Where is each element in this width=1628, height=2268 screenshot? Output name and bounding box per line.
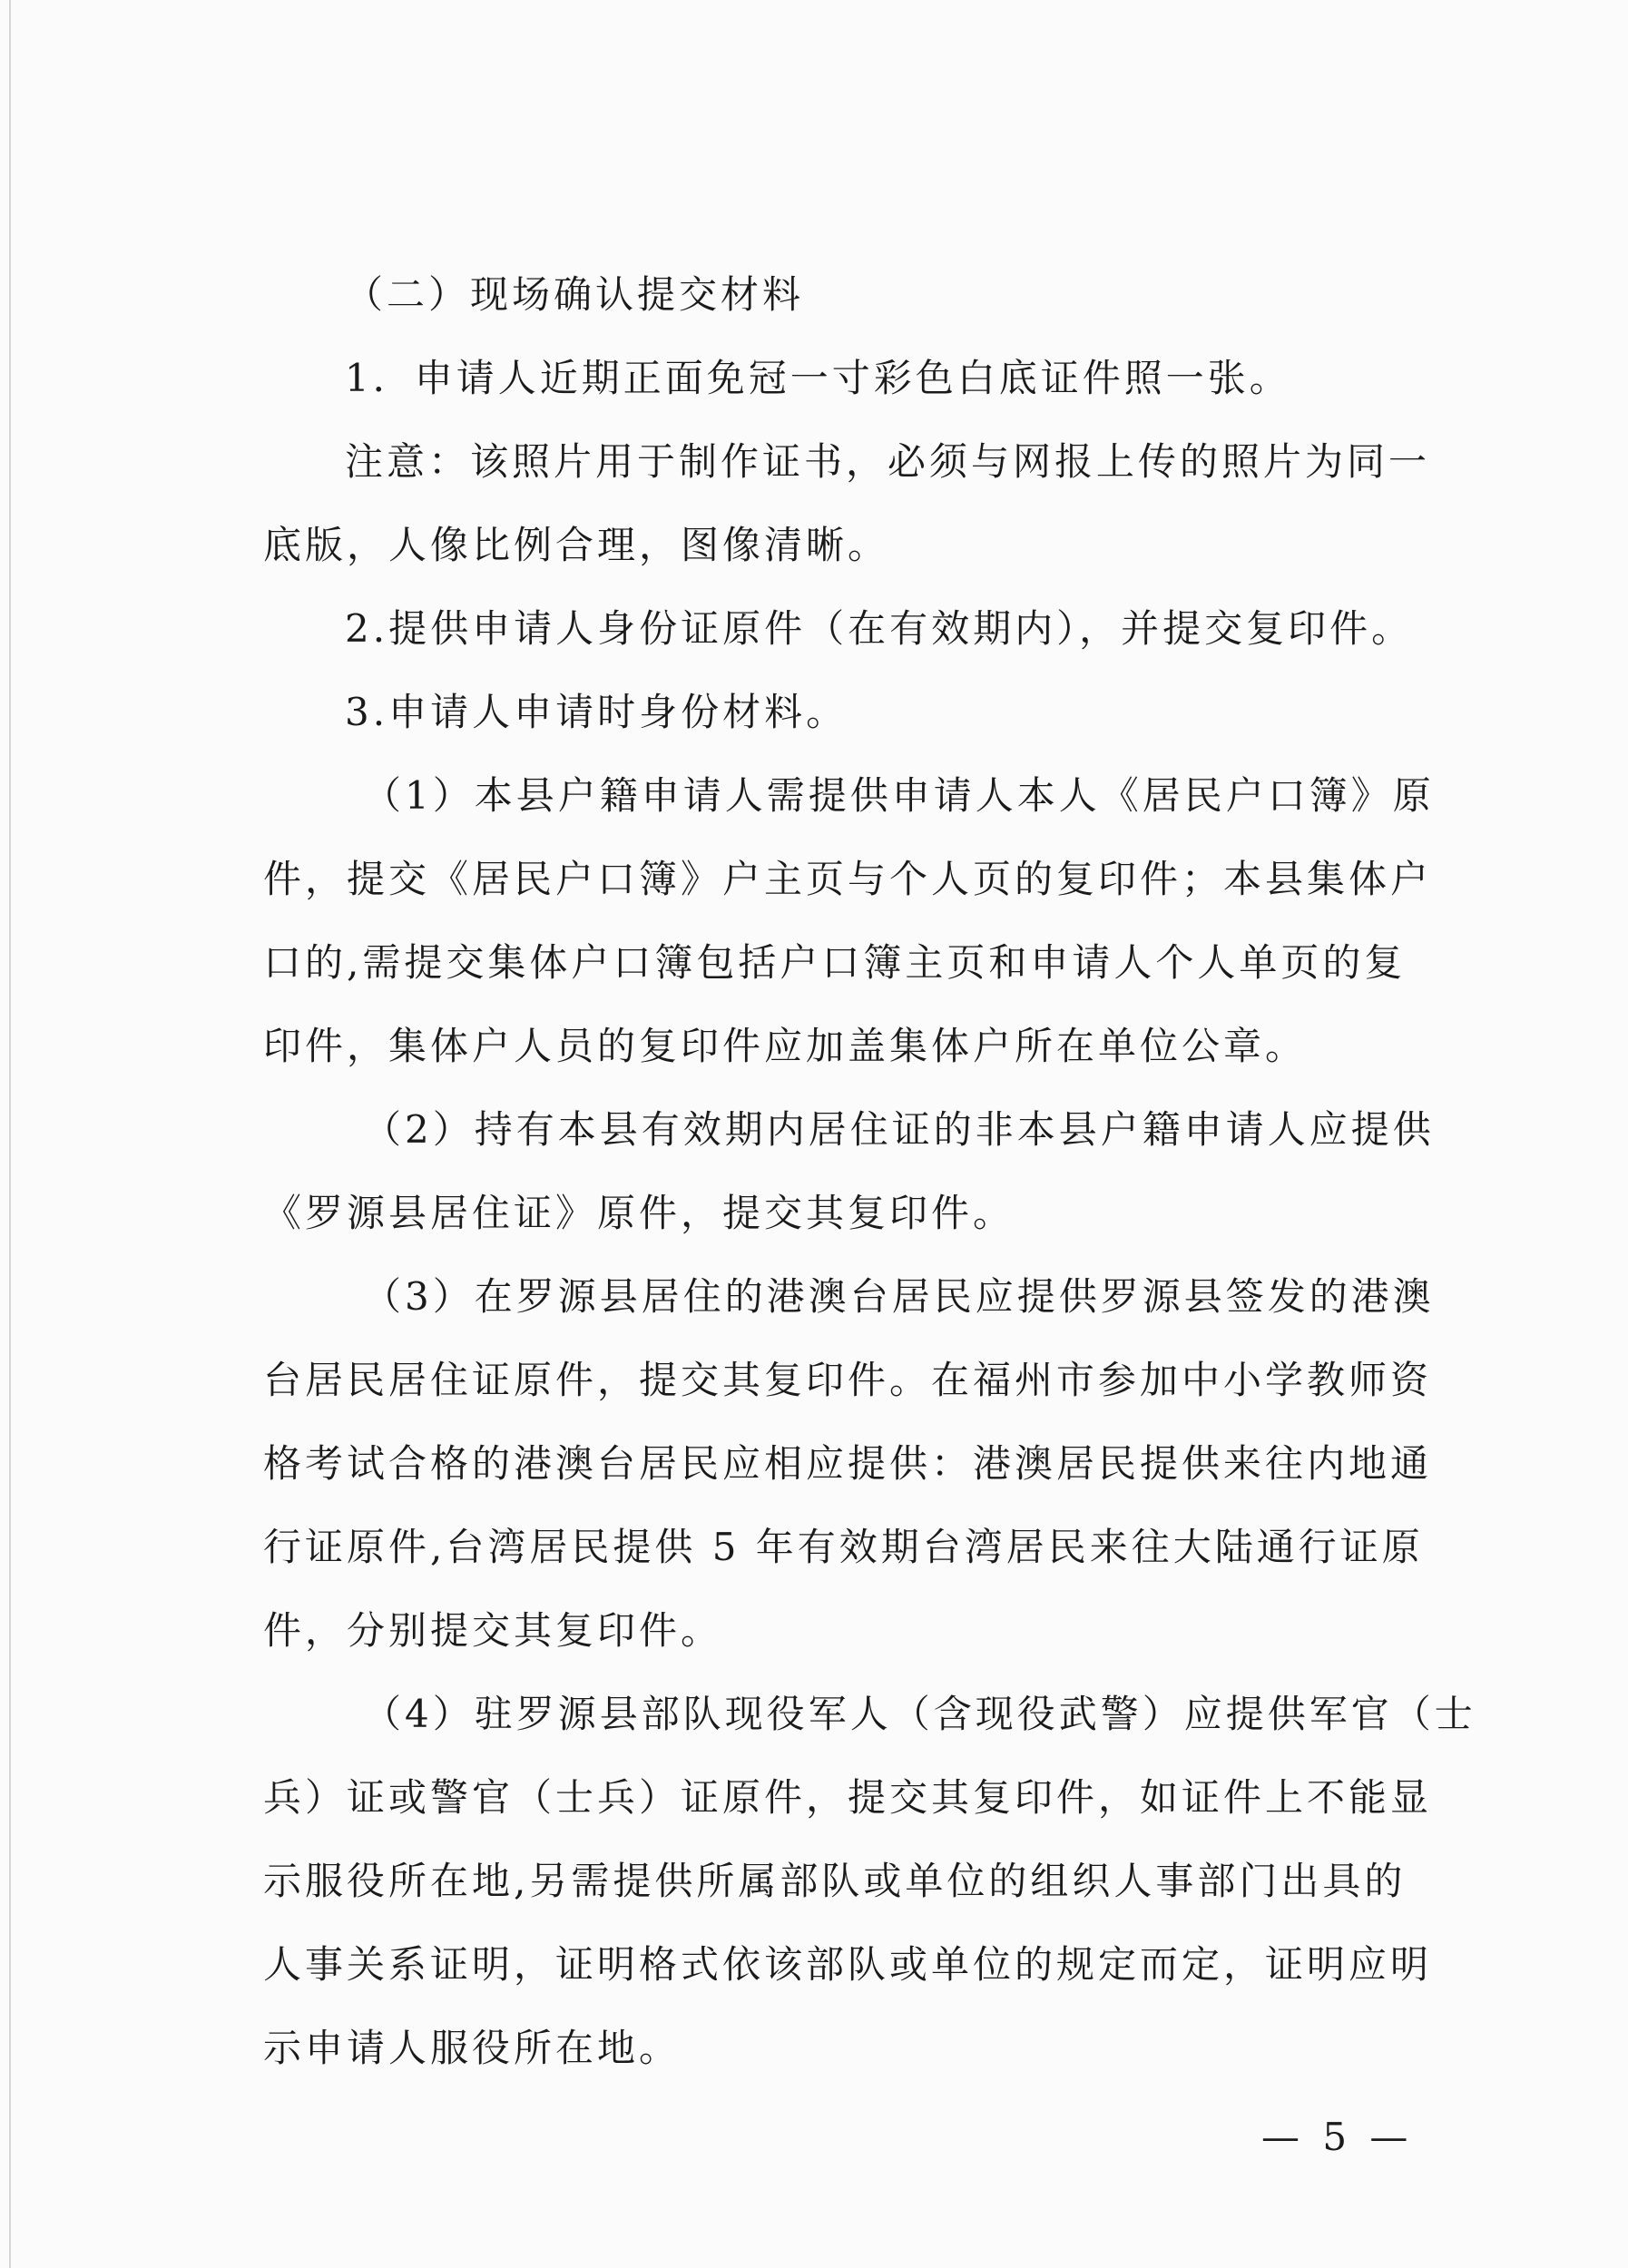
section-heading: （二）现场确认提交材料 <box>345 272 805 317</box>
text-line: 印件，集体户人员的复印件应加盖集体户所在单位公章。 <box>263 1024 1308 1068</box>
text-line: 格考试合格的港澳台居民应相应提供：港澳居民提供来往内地通 <box>263 1441 1433 1486</box>
text-line: （3）在罗源县居住的港澳台居民应提供罗源县签发的港澳 <box>363 1274 1435 1319</box>
text-line: 示申请人服役所在地。 <box>263 2026 682 2070</box>
text-line: 口的,需提交集体户口簿包括户口簿主页和申请人个人单页的复 <box>263 940 1407 985</box>
text-line: 件，分别提交其复印件。 <box>263 1608 723 1653</box>
text-line: （2）持有本县有效期内居住证的非本县户籍申请人应提供 <box>363 1107 1435 1152</box>
text-line: 人事关系证明，证明格式依该部队或单位的规定而定，证明应明 <box>263 1942 1433 1987</box>
text-line: （4）驻罗源县部队现役军人（含现役武警）应提供军官（士 <box>363 1692 1476 1736</box>
text-line: 兵）证或警官（士兵）证原件，提交其复印件，如证件上不能显 <box>263 1775 1433 1820</box>
text-line: 注意：该照片用于制作证书，必须与网报上传的照片为同一 <box>345 439 1431 484</box>
page-number: — 5 — <box>1261 2115 1414 2159</box>
text-line: 3.申请人申请时身份材料。 <box>345 690 848 734</box>
page-edge <box>9 0 11 2268</box>
text-line: 1．申请人近期正面免冠一寸彩色白底证件照一张。 <box>345 356 1291 400</box>
text-line: （1）本县户籍申请人需提供申请人本人《居民户口簿》原 <box>363 773 1435 818</box>
text-line: 2.提供申请人身份证原件（在有效期内），并提交复印件。 <box>345 606 1414 651</box>
text-line: 示服役所在地,另需提供所属部队或单位的组织人事部门出具的 <box>263 1859 1407 1903</box>
text-line: 件，提交《居民户口簿》户主页与个人页的复印件；本县集体户 <box>263 857 1433 901</box>
text-line: 底版，人像比例合理，图像清晰。 <box>263 523 890 567</box>
text-line: 行证原件,台湾居民提供 5 年有效期台湾居民来往大陆通行证原 <box>263 1525 1424 1569</box>
text-line: 《罗源县居住证》原件，提交其复印件。 <box>263 1191 1015 1235</box>
text-line: 台居民居住证原件，提交其复印件。在福州市参加中小学教师资 <box>263 1358 1433 1402</box>
